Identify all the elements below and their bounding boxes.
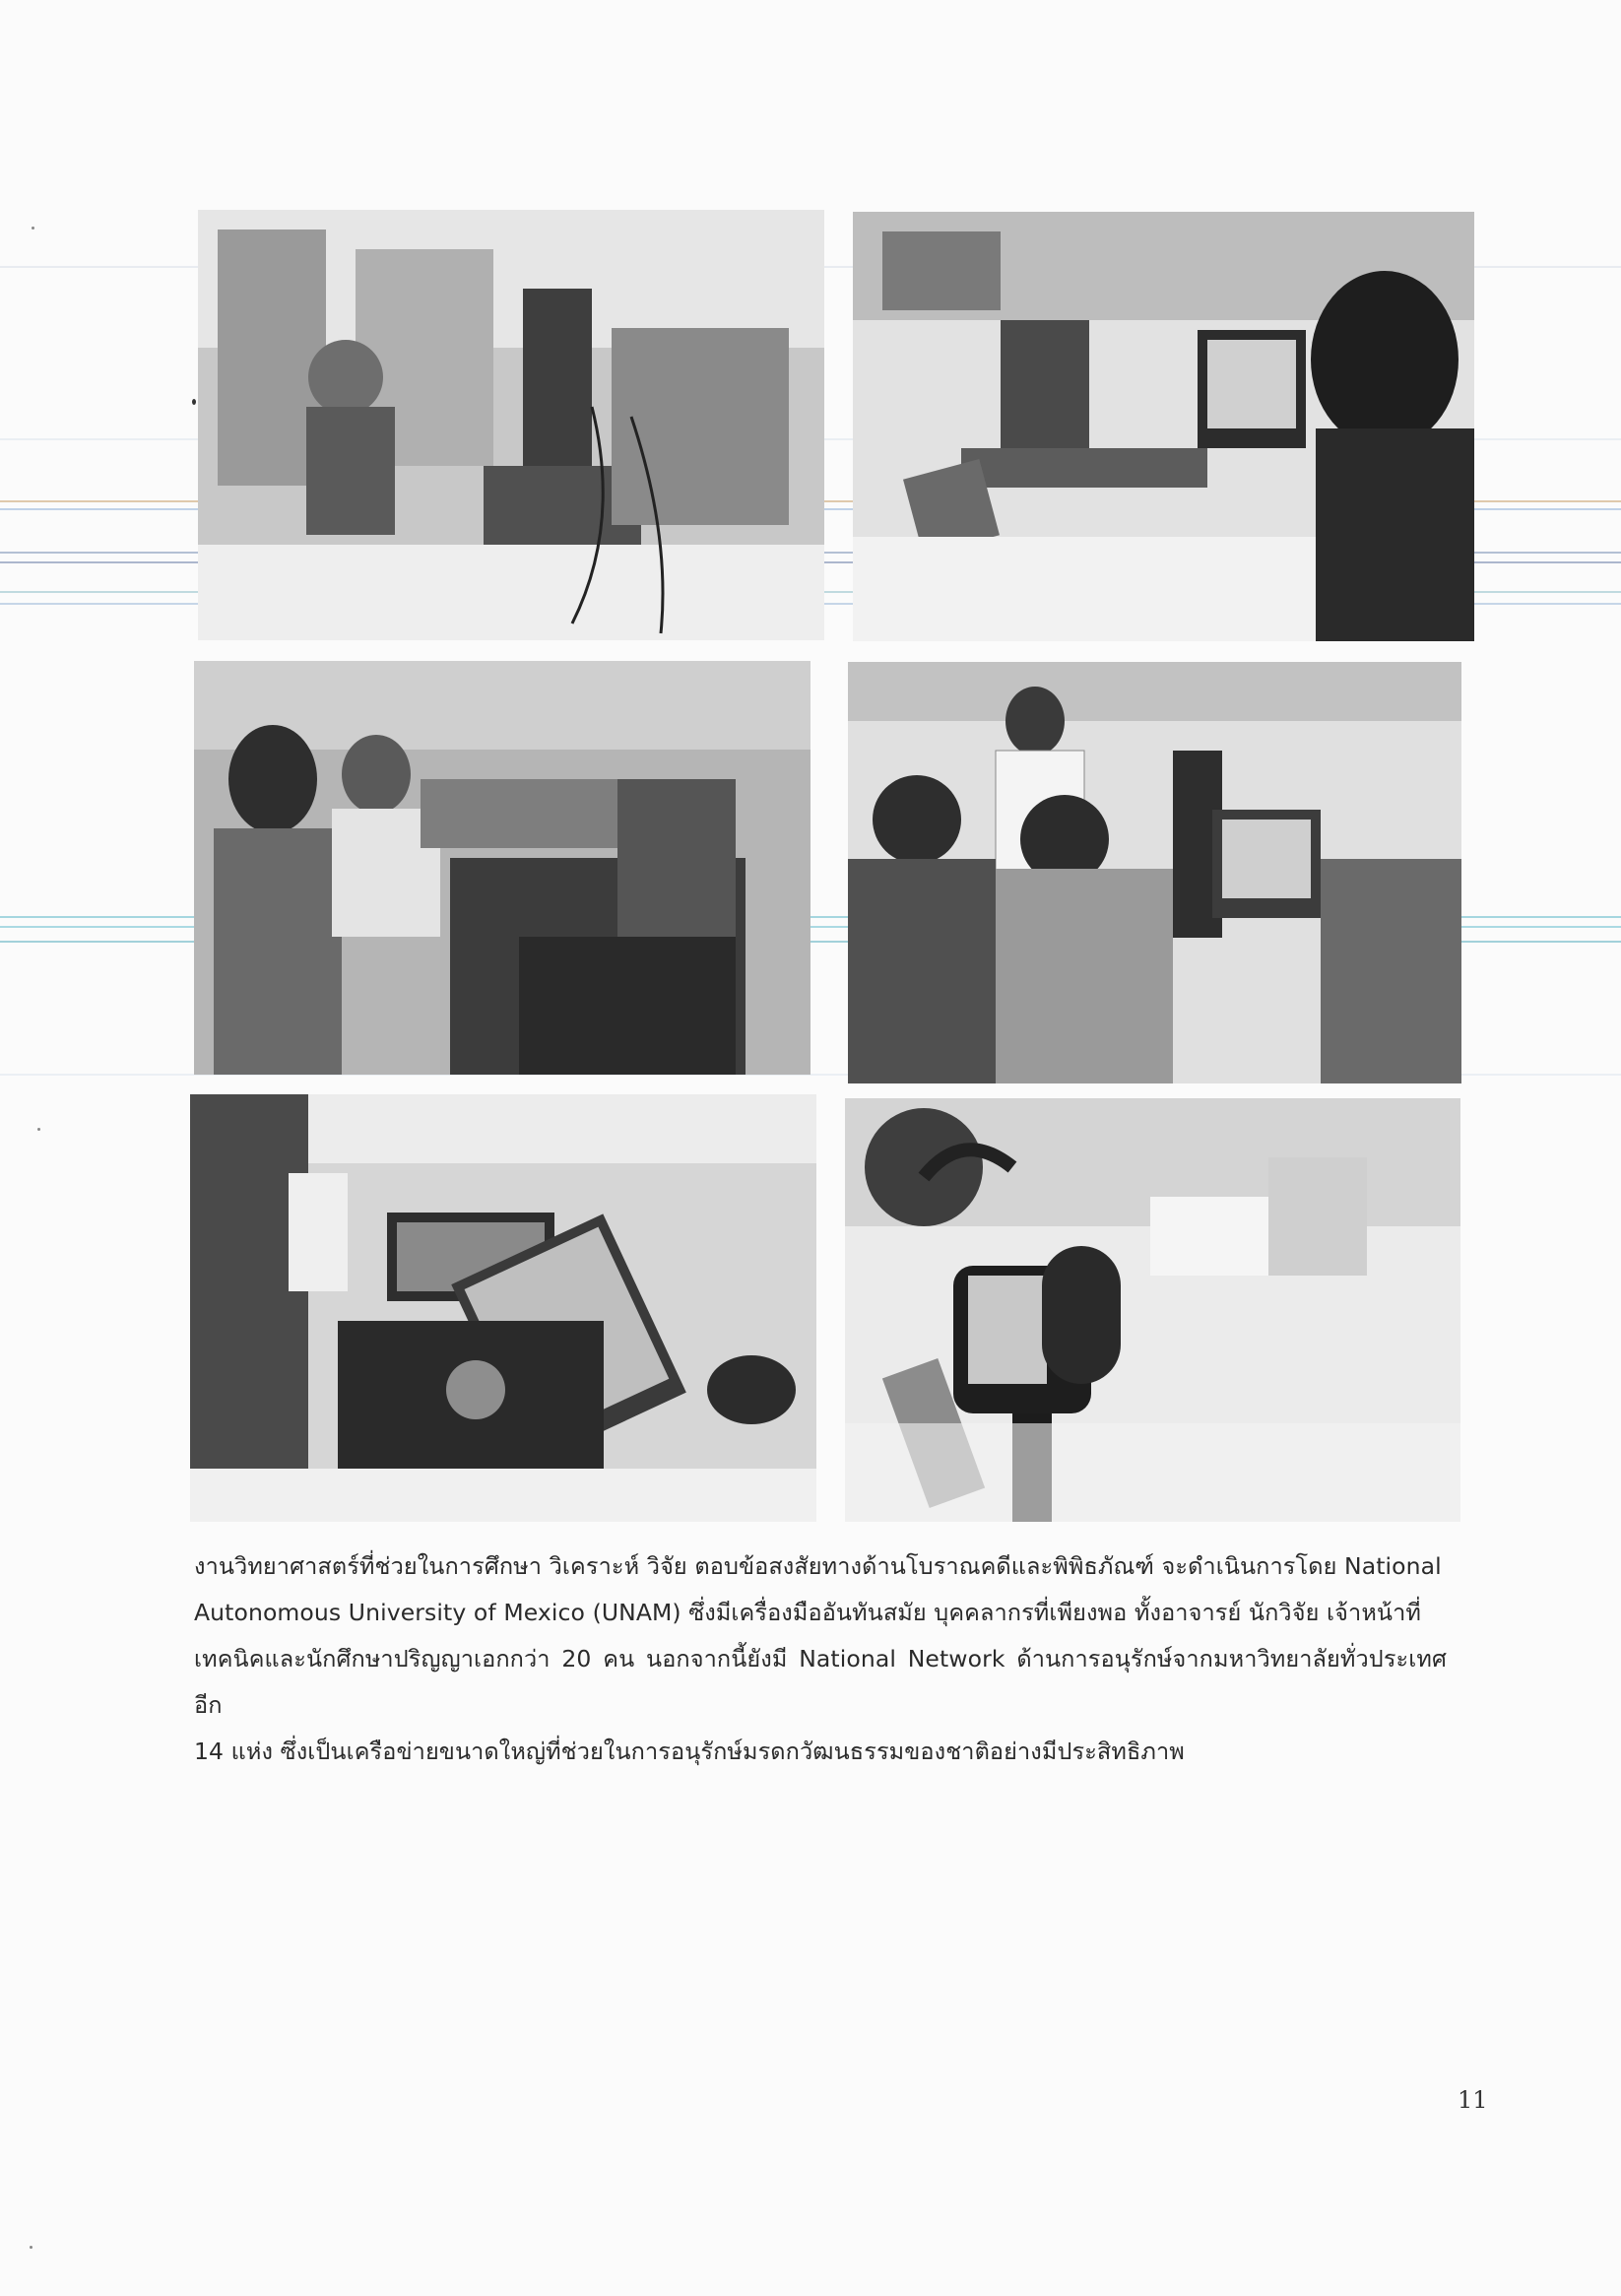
photo-lab-equipment-1-image xyxy=(198,210,824,640)
photo-laptop-work xyxy=(853,212,1474,641)
photo-lab-tour xyxy=(194,661,810,1075)
caption-line-3: เทคนิคและนักศึกษาปริญญาเอกกว่า 20 คน นอกจากนี้ยังมี National Network ด้านการอนุรักษ์จากมหาวิทยาลัยทั่วประเทศอีก xyxy=(194,1645,1447,1719)
photo-thermal-camera xyxy=(845,1098,1460,1522)
photo-lab-equipment-1 xyxy=(198,210,824,640)
photo-microscope-station-image xyxy=(848,662,1461,1083)
scan-speck xyxy=(192,399,196,405)
photo-lab-tour-image xyxy=(194,661,810,1075)
scan-speck xyxy=(30,2246,32,2249)
caption-line-4: 14 แห่ง ซึ่งเป็นเครือข่ายขนาดใหญ่ที่ช่วยในการอนุรักษ์มรดกวัฒนธรรมของชาติอย่างมีประสิทธิภาพ xyxy=(194,1738,1185,1765)
page-number: 11 xyxy=(1458,2086,1488,2114)
photo-microscope-station xyxy=(848,662,1461,1083)
photo-instrument-case-image xyxy=(190,1094,816,1522)
caption-line-1: งานวิทยาศาสตร์ที่ช่วยในการศึกษา วิเคราะห์ วิจัย ตอบข้อสงสัยทางด้านโบราณคดีและพิพิธภัณฑ์ จะดำเนินการโดย National xyxy=(194,1552,1442,1580)
photo-thermal-camera-image xyxy=(845,1098,1460,1522)
scan-speck xyxy=(37,1128,40,1131)
scan-speck xyxy=(32,227,34,230)
caption-paragraph xyxy=(194,1543,1447,1775)
photo-laptop-work-image xyxy=(853,212,1474,641)
photo-instrument-case xyxy=(190,1094,816,1522)
caption-line-2: Autonomous University of Mexico (UNAM) ซึ่งมีเครื่องมืออันทันสมัย บุคคลากรที่เพียงพอ ทั้งอาจารย์ นักวิจัย เจ้าหน้าที่ xyxy=(194,1599,1421,1626)
